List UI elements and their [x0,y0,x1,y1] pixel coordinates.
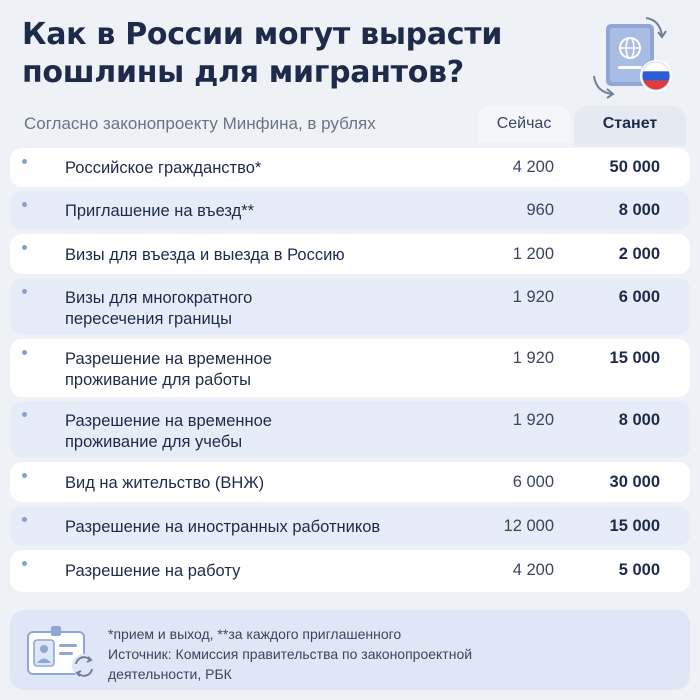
footer-note-box [10,610,690,690]
row-name-line-1: Разрешение на временное [65,412,272,430]
table-row [10,191,690,230]
row-name-line-1: Визы для многократного [65,289,253,307]
row-name-line-2: проживание для работы [65,371,252,389]
row-name-line-1: Разрешение на временное [65,350,272,368]
row-name: Российское гражданство* [65,159,262,177]
column-header-now: Сейчас [478,106,570,142]
source-text-line-2: деятельности, РБК [108,666,232,682]
table-row [10,401,690,458]
table-row [10,550,690,592]
row-bullet [22,350,27,355]
row-value-new: 15 000 [609,349,660,367]
table-row [10,339,690,397]
row-value-new: 50 000 [609,158,660,176]
row-value-new: 15 000 [609,517,660,535]
row-bullet [22,202,27,207]
row-value-now: 1 200 [512,245,554,263]
row-name-line-2: проживание для учебы [65,433,243,451]
row-name: Визы для въезда и выезда в Россию [65,246,345,264]
row-value-new: 6 000 [618,288,660,306]
row-value-new: 30 000 [609,473,660,491]
table-row [10,506,690,546]
row-value-now: 4 200 [512,561,554,579]
row-value-now: 6 000 [512,473,554,491]
title-line-2: пошлины для мигрантов? [22,55,464,90]
row-value-now: 12 000 [503,517,554,535]
row-bullet [22,159,27,164]
row-name: Разрешение на иностранных работников [65,518,381,536]
row-value-now: 1 920 [512,288,554,306]
row-value-new: 8 000 [618,411,660,429]
passport-icon [586,14,682,100]
row-value-new: 2 000 [618,245,660,263]
table-row [10,234,690,274]
footnote-text: *прием и выход, **за каждого приглашенного [108,626,402,642]
row-value-new: 5 000 [618,561,660,579]
page-title [22,16,542,92]
row-value-new: 8 000 [618,201,660,219]
row-name [65,288,252,330]
row-value-now: 1 920 [512,349,554,367]
title-line-1: Как в России могут вырасти [22,17,503,52]
row-bullet [22,517,27,522]
row-bullet [22,473,27,478]
row-bullet [22,245,27,250]
row-value-now: 4 200 [512,158,554,176]
row-bullet [22,289,27,294]
row-name [65,349,272,391]
table-row [10,278,690,335]
row-name [65,411,272,453]
row-bullet [22,561,27,566]
id-card-icon [24,622,102,682]
table-row [10,148,690,187]
row-name: Приглашение на въезд** [65,202,255,220]
row-name-line-2: пересечения границы [65,310,232,328]
table-row [10,462,690,502]
column-header-new: Станет [574,106,686,146]
row-value-now: 960 [526,201,554,219]
row-value-now: 1 920 [512,411,554,429]
row-bullet [22,412,27,417]
row-name: Разрешение на работу [65,562,241,580]
footer-note [108,624,668,684]
source-text-line-1: Источник: Комиссия правительства по законопроектной [108,646,473,662]
row-name: Вид на жительство (ВНЖ) [65,474,265,492]
subtitle: Согласно законопроекту Минфина, в рублях [24,114,376,133]
fees-table [10,148,690,596]
